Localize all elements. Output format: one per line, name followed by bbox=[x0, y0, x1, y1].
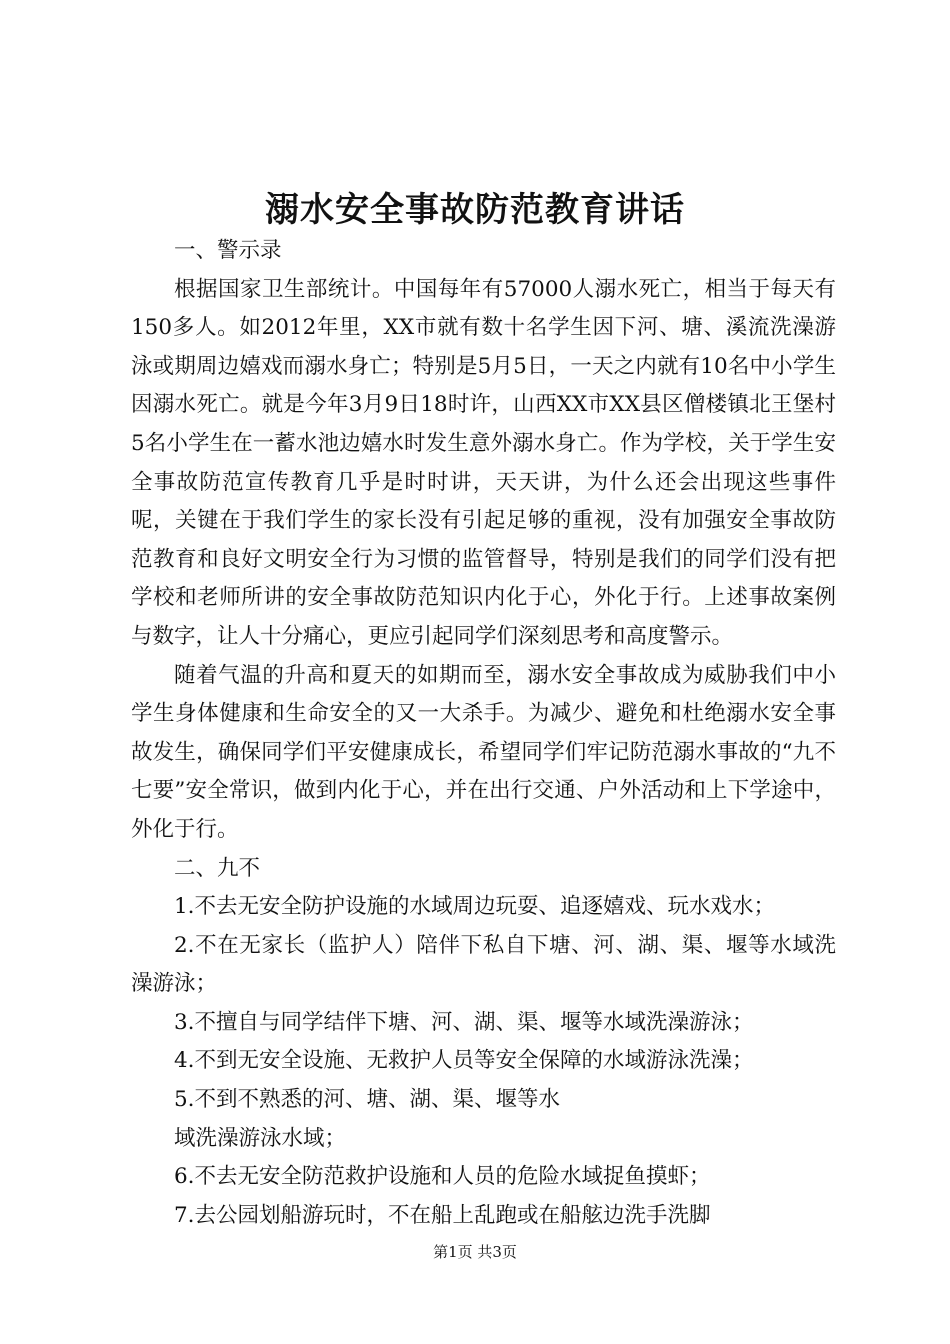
rule-item-6: 6.不去无安全防范救护设施和人员的危险水域捉鱼摸虾； bbox=[174, 1164, 711, 1190]
paragraph-summer-warning: 随着气温的升高和夏天的如期而至，溺水安全事故成为威胁我们中小学生身体健康和生命安全的又一大杀手。为减少、避免和杜绝溺水安全事故发生，确保同学们平安健康成长，希望同学们牢记防范溺水事故的“九不七要”安全常识，做到内化于心，并在出行交通、户外活动和上下学途中，外化于行。 bbox=[131, 662, 836, 842]
rule-item-5: 5.不到不熟悉的河、塘、湖、渠、堰等水 bbox=[174, 1087, 561, 1113]
document-body bbox=[131, 232, 836, 1235]
rule-item-3: 3.不擅自与同学结伴下塘、河、湖、渠、堰等水域洗澡游泳； bbox=[174, 1009, 754, 1035]
rule-item-1: 1.不去无安全防护设施的水域周边玩耍、追逐嬉戏、玩水戏水； bbox=[174, 894, 776, 920]
page-footer: 第1页 共3页 bbox=[433, 1243, 517, 1261]
rule-item-2: 2.不在无家长（监护人）陪伴下私自下塘、河、湖、渠、堰等水域洗澡游泳； bbox=[131, 932, 836, 997]
rule-item-7: 7.去公园划船游玩时，不在船上乱跑或在船舷边洗手洗脚 bbox=[174, 1202, 711, 1228]
section-heading-nine-donts: 二、九不 bbox=[174, 855, 261, 881]
paragraph-statistics: 根据国家卫生部统计。中国每年有57000人溺水死亡，相当于每天有150多人。如2012年里，XX市就有数十名学生因下河、塘、溪流洗澡游泳或期周边嬉戏而溺水身亡；特别是5月5日，一天之内就有10名中小学生因溺水死亡。就是今年3月9日18时许，山西XX市XX县区僧楼镇北王堡村5名小学生在一蓄水池边嬉水时发生意外溺水身亡。作为学校，关于学生安全事故防范宣传教育几乎是时时讲，天天讲，为什么还会出现这些事件呢，关键在于我们学生的家长没有引起足够的重视，没有加强安全事故防范教育和良好文明安全行为习惯的监管督导，特别是我们的同学们没有把学校和老师所讲的安全事故防范知识内化于心，外化于行。上述事故案例与数字，让人十分痛心，更应引起同学们深刻思考和高度警示。 bbox=[131, 276, 836, 649]
section-heading-warning: 一、警示录 bbox=[174, 238, 282, 263]
document-title: 溺水安全事故防范教育讲话 bbox=[265, 190, 685, 230]
rule-item-4: 4.不到无安全设施、无救护人员等安全保障的水域游泳洗澡； bbox=[174, 1048, 754, 1074]
rule-item-5-continued: 域洗澡游泳水域； bbox=[174, 1125, 347, 1151]
